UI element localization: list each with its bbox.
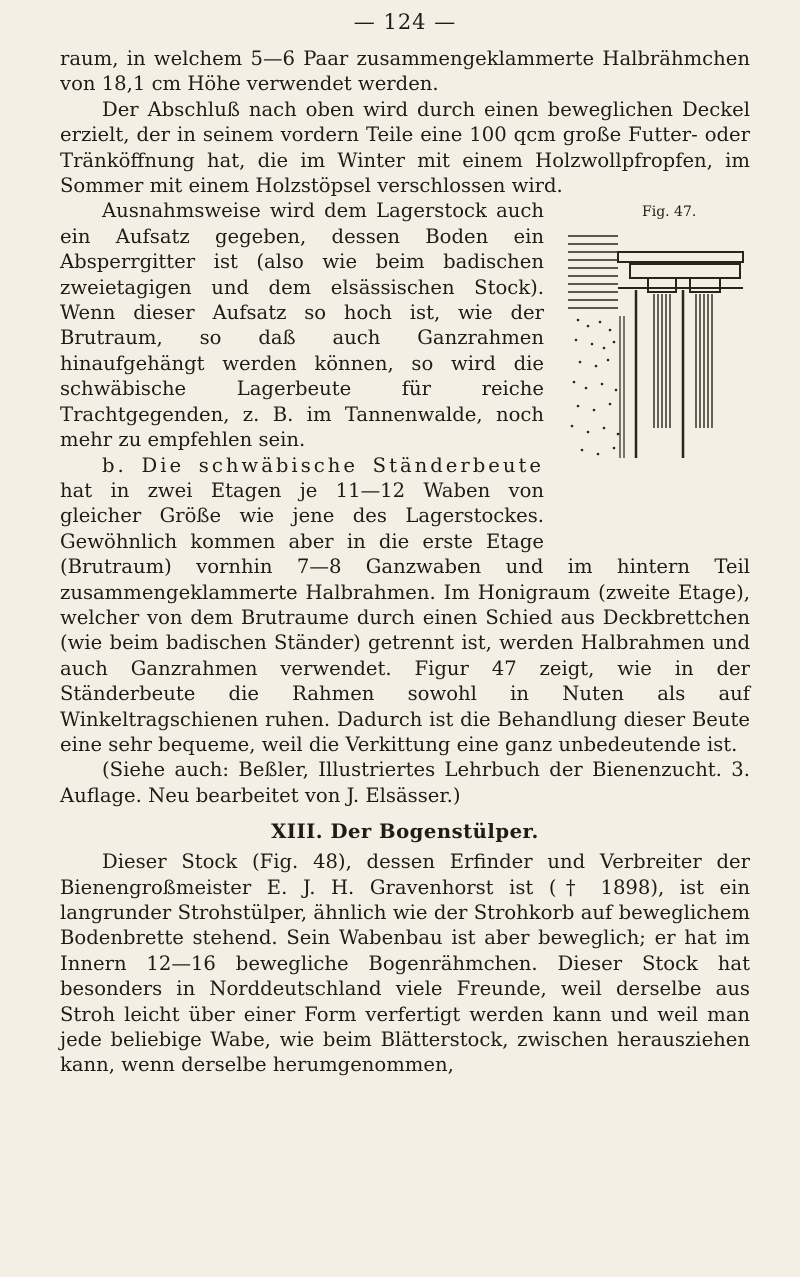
section-title: XIII. Der Bogenstülper. xyxy=(271,820,539,844)
paragraph-2: Der Abschluß nach oben wird durch einen beweglichen Deckel erzielt, der in seinem vordern Teile eine 100 qcm große Futter- oder Tränköffnung hat, die im Winter mit einem Holzwollpfropfen, im Sommer mit einem Holzstöpsel verschlossen wird. xyxy=(60,97,750,198)
paragraph-5: (Siehe auch: Beßler, Illustriertes Lehrbuch der Bienenzucht. 3. Auflage. Neu bearbeitet von J. Elsässer.) xyxy=(60,758,750,807)
page-number: — 124 — xyxy=(353,10,457,34)
paragraph-6: Dieser Stock (Fig. 48), dessen Erfinder und Verbreiter der Bienengroßmeister E. J. H. Gravenhorst ist († 1898), ist ein langrunder Strohstülper, ähnlich wie der Strohkorb auf beweglichem Bodenbrette stehend. Sein Wabenbau ist aber beweglich; er hat im Innern 12—16 bewegliche Bogenrähmchen. Dieser Stock hat besonders in Norddeutschland viele Freunde, weil derselbe aus Stroh leicht über einer Form verfertigt werden kann und weil man jede beliebige Wabe, wie beim Blätterstock, zwischen herausziehen kann, wenn derselbe herumgenommen, xyxy=(60,850,750,1077)
paragraph-3: Ausnahmsweise wird dem Lagerstock auch ein Aufsatz gegeben, dessen Boden ein Absperrgitter ist (also wie beim badischen zweietagigen und dem elsässischen Stock). Wenn dieser Aufsatz so hoch ist, wie der Brutraum, so daß auch Ganzrahmen hinaufgehängt werden können, so wird die schwäbische Lagerbeute für reiche Trachtgegenden, z. B. im Tannenwalde, noch mehr zu empfehlen sein. xyxy=(60,199,544,452)
paragraph-1: raum, in welchem 5—6 Paar zusammengeklammerte Halbrähmchen von 18,1 cm Höhe verwendet werden. xyxy=(60,47,750,96)
book-page xyxy=(60,10,750,1078)
paragraph-4-heading: b. Die schwäbische Ständerbeute xyxy=(102,453,544,477)
figure-caption: Fig. 47. xyxy=(642,204,697,221)
beehive-cross-section-illustration xyxy=(558,228,748,508)
figure-47 xyxy=(558,202,750,527)
paragraph-4-body: hat in zwei Etagen je 11—12 Waben von gleicher Größe wie jene des Lagerstockes. Gewöhnlich kommen aber in die erste Etage (Brutraum) vornhin 7—8 Ganzwaben und im hintern Teil zusammengeklammerte Halbrahmen. Im Honigraum (zweite Etage), welcher von dem Brutraume durch einen Schied aus Deckbrettchen (wie beim badischen Ständer) getrennt ist, werden Halbrahmen und auch Ganzrahmen verwendet. Figur 47 zeigt, wie in der Ständerbeute die Rahmen sowohl in Nuten als auf Winkeltragschienen ruhen. Dadurch ist die Behandlung dieser Beute eine sehr bequeme, weil die Verkittung eine ganz unbedeutende ist. xyxy=(60,478,750,756)
